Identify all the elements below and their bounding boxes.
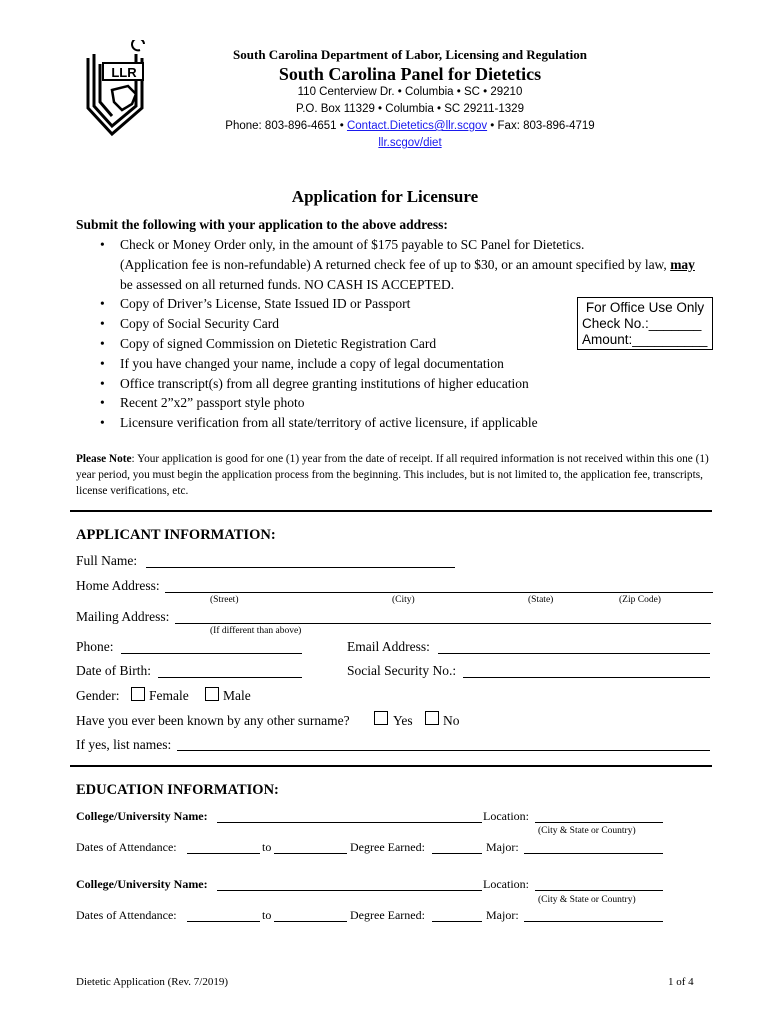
date-to-field[interactable] xyxy=(274,921,347,922)
website-link[interactable]: llr.scgov/diet xyxy=(378,137,442,149)
address-line-2: P.O. Box 11329 • Columbia • SC 29211-1329 xyxy=(296,103,524,115)
full-name-label: Full Name: xyxy=(76,553,138,568)
no-checkbox[interactable] xyxy=(425,711,439,725)
logo-text: LLR xyxy=(111,65,137,80)
list-item-text: be assessed on all returned funds. NO CASH IS ACCEPTED. xyxy=(120,276,455,292)
list-item-text: Office transcript(s) from all degree granting institutions of higher education xyxy=(120,375,529,391)
home-address-field[interactable] xyxy=(165,592,713,593)
list-item xyxy=(100,393,720,413)
zip-caption: (Zip Code) xyxy=(619,595,661,605)
applicant-heading: APPLICANT INFORMATION: xyxy=(76,527,276,543)
date-from-field[interactable] xyxy=(187,853,260,854)
office-check-no: Check No.:_______ xyxy=(582,316,702,331)
to-label: to xyxy=(262,840,272,854)
degree-field[interactable] xyxy=(432,921,482,922)
dob-field[interactable] xyxy=(158,677,302,678)
major-field[interactable] xyxy=(524,853,663,854)
phone-label: Phone: xyxy=(76,639,114,654)
location-field[interactable] xyxy=(535,890,663,891)
dates-label: Dates of Attendance: xyxy=(76,908,177,922)
location-caption: (City & State or Country) xyxy=(538,826,636,836)
list-item xyxy=(100,354,720,374)
list-item-text: Copy of Social Security Card xyxy=(120,316,279,332)
footer-page-number: 1 of 4 xyxy=(668,976,694,988)
location-label: Location: xyxy=(483,877,529,891)
to-label: to xyxy=(262,908,272,922)
college-name-label: College/University Name: xyxy=(76,877,208,891)
list-item xyxy=(100,275,720,295)
male-checkbox[interactable] xyxy=(205,687,219,701)
female-checkbox[interactable] xyxy=(131,687,145,701)
location-field[interactable] xyxy=(535,822,663,823)
female-label: Female xyxy=(149,688,189,703)
date-from-field[interactable] xyxy=(187,921,260,922)
date-to-field[interactable] xyxy=(274,853,347,854)
college-name-label: College/University Name: xyxy=(76,809,208,823)
may-emphasis: may xyxy=(670,256,695,272)
ssn-label: Social Security No.: xyxy=(347,663,457,678)
degree-label: Degree Earned: xyxy=(350,840,425,854)
list-item xyxy=(100,413,720,433)
if-different-caption: (If different than above) xyxy=(210,626,302,636)
major-label: Major: xyxy=(486,908,519,922)
requirements-intro: Submit the following with your application to the above address: xyxy=(76,217,448,232)
note-label: Please Note xyxy=(76,453,132,465)
llr-logo xyxy=(82,40,150,140)
state-caption: (State) xyxy=(528,595,554,605)
footer-revision: Dietetic Application (Rev. 7/2019) xyxy=(76,976,229,988)
location-caption: (City & State or Country) xyxy=(538,895,636,905)
phone-text: Phone: 803-896-4651 • xyxy=(225,120,347,132)
office-amount: Amount:__________ xyxy=(582,332,708,347)
major-label: Major: xyxy=(486,840,519,854)
email-link[interactable]: Contact.Dietetics@llr.scgov xyxy=(346,120,488,132)
office-use-title: For Office Use Only xyxy=(585,300,705,315)
fax-text: • Fax: 803-896-4719 xyxy=(487,120,595,132)
office-use-box xyxy=(577,297,713,350)
list-item-text: Check or Money Order only, in the amount of $175 payable to SC Panel for Dietetics. xyxy=(120,237,585,252)
education-heading: EDUCATION INFORMATION: xyxy=(76,782,279,798)
major-field[interactable] xyxy=(524,921,663,922)
college-name-field[interactable] xyxy=(217,822,482,823)
list-item-text: Copy of signed Commission on Dietetic Registration Card xyxy=(120,335,437,351)
list-item xyxy=(100,374,720,394)
email-field[interactable] xyxy=(438,653,710,654)
no-label: No xyxy=(443,713,460,728)
list-names-label: If yes, list names: xyxy=(76,737,172,752)
email-label: Email Address: xyxy=(347,639,430,654)
note-text: : Your application is good for one (1) year from the date of receipt. If all required information is not received within this one (1) year period, you must begin the application process from the beginning. This includes, but is not limited to, the application fee, transcripts, license verifications, etc. xyxy=(76,453,709,497)
dob-label: Date of Birth: xyxy=(76,663,151,678)
mailing-address-label: Mailing Address: xyxy=(76,609,170,624)
full-name-field[interactable] xyxy=(146,567,455,568)
yes-label: Yes xyxy=(393,713,413,728)
phone-field[interactable] xyxy=(121,653,302,654)
contact-line xyxy=(160,120,660,132)
list-item-text: Licensure verification from all state/territory of active licensure, if applicable xyxy=(120,415,538,431)
list-names-field[interactable] xyxy=(177,750,710,751)
other-surname-label: Have you ever been known by any other surname? xyxy=(76,713,350,728)
ssn-field[interactable] xyxy=(463,677,710,678)
please-note xyxy=(76,451,716,499)
address-line-1: 110 Centerview Dr. • Columbia • SC • 29210 xyxy=(297,86,523,98)
list-item-text: If you have changed your name, include a copy of legal documentation xyxy=(120,355,504,371)
yes-checkbox[interactable] xyxy=(374,711,388,725)
list-item-text: (Application fee is non-refundable) A returned check fee of up to $30, or an amount specified by law, xyxy=(120,256,671,272)
list-item-text: Copy of Driver’s License, State Issued ID or Passport xyxy=(120,296,411,312)
degree-field[interactable] xyxy=(432,853,482,854)
location-label: Location: xyxy=(483,809,529,823)
mailing-address-field[interactable] xyxy=(175,623,711,624)
list-item xyxy=(100,255,720,275)
college-name-field[interactable] xyxy=(217,890,482,891)
home-address-label: Home Address: xyxy=(76,578,160,593)
dates-label: Dates of Attendance: xyxy=(76,840,177,854)
street-caption: (Street) xyxy=(210,595,239,605)
gender-label: Gender: xyxy=(76,688,120,703)
section-divider xyxy=(70,510,712,512)
section-divider xyxy=(70,765,712,767)
panel-name: South Carolina Panel for Dietetics xyxy=(278,64,542,84)
page-title: Application for Licensure xyxy=(291,187,479,206)
department-name: South Carolina Department of Labor, Licensing and Regulation xyxy=(233,47,587,62)
list-item-text: Recent 2”x2” passport style photo xyxy=(120,395,305,411)
list-item xyxy=(100,235,720,255)
degree-label: Degree Earned: xyxy=(350,908,425,922)
male-label: Male xyxy=(223,688,251,703)
website-line xyxy=(160,137,660,149)
city-caption: (City) xyxy=(392,595,415,605)
